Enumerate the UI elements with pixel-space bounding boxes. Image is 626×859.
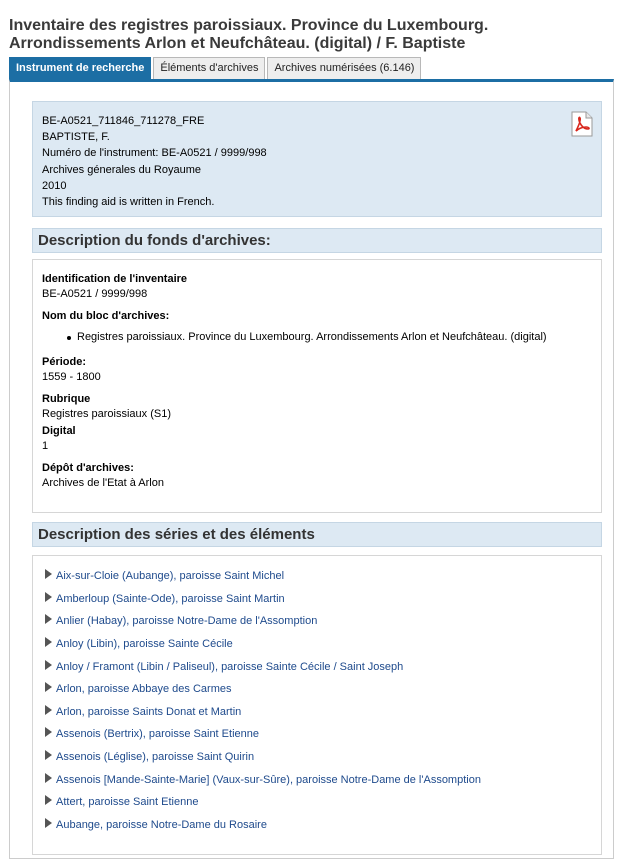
series-link[interactable]: Assenois (Léglise), paroisse Saint Quirin [56,751,255,764]
finding-aid-number: Numéro de l'instrument: BE-A0521 / 9999/998 [42,147,267,160]
series-link[interactable]: Assenois [Mande-Sainte-Marie] (Vaux-sur-Sûre), paroisse Notre-Dame de l'Assomption [56,773,481,786]
series-link[interactable]: Anloy / Framont (Libin / Paliseul), paroisse Sainte Cécile / Saint Joseph [56,660,404,673]
expand-arrow-icon[interactable] [45,750,52,760]
series-description-heading: Description des séries et des éléments [32,522,602,547]
finding-aid-year: 2010 [42,179,67,192]
series-link[interactable]: Anloy (Libin), paroisse Sainte Cécile [56,638,233,651]
tab-archives-numerisees[interactable]: Archives numérisées (6.146) [267,57,421,79]
pdf-icon[interactable] [571,111,593,137]
expand-arrow-icon[interactable] [45,592,52,602]
digital-value: 1 [42,440,49,452]
series-link[interactable]: Attert, paroisse Saint Etienne [56,796,199,809]
depot-label: Dépôt d'archives: [42,462,134,474]
tab-elements-archives[interactable]: Éléments d'archives [153,57,265,79]
finding-aid-institution: Archives génerales du Royaume [42,163,201,176]
bloc-item: Registres paroissiaux. Province du Luxembourg. Arrondissements Arlon et Neufchâteau. (digital) [77,330,592,345]
expand-arrow-icon[interactable] [45,569,52,579]
series-item[interactable] [45,678,601,701]
series-item[interactable] [45,633,601,656]
finding-aid-info [32,101,602,217]
ident-value: BE-A0521 / 9999/998 [42,288,148,300]
finding-aid-language: This finding aid is written in French. [42,196,215,209]
periode-value: 1559 - 1800 [42,371,101,383]
page-title-line-1: Inventaire des registres paroissiaux. Province du Luxembourg. [9,17,489,34]
series-item[interactable] [45,723,601,746]
fonds-description-panel [32,259,602,513]
series-item[interactable] [45,791,601,814]
tab-instrument-de-recherche[interactable]: Instrument de recherche [9,57,151,79]
expand-arrow-icon[interactable] [45,727,52,737]
series-link[interactable]: Anlier (Habay), paroisse Notre-Dame de l'Assomption [56,615,318,628]
series-link[interactable]: Aix-sur-Cloie (Aubange), paroisse Saint Michel [56,570,285,583]
bloc-label: Nom du bloc d'archives: [42,310,170,322]
page-title-line-2: Arrondissements Arlon et Neufchâteau. (digital) / F. Baptiste [9,35,466,52]
expand-arrow-icon[interactable] [45,637,52,647]
expand-arrow-icon[interactable] [45,795,52,805]
series-item[interactable] [45,814,601,837]
series-link[interactable]: Arlon, paroisse Saints Donat et Martin [56,705,242,718]
ident-label: Identification de l'inventaire [42,273,188,285]
expand-arrow-icon[interactable] [45,773,52,783]
tab-bar [9,57,423,79]
series-item[interactable] [45,565,601,588]
series-item[interactable] [45,610,601,633]
expand-arrow-icon[interactable] [45,818,52,828]
series-item[interactable] [45,655,601,678]
expand-arrow-icon[interactable] [45,660,52,670]
expand-arrow-icon[interactable] [45,682,52,692]
depot-value: Archives de l'Etat à Arlon [42,477,164,489]
fonds-description-heading: Description du fonds d'archives: [32,228,602,253]
bloc-list [42,330,592,345]
series-item[interactable] [45,701,601,724]
digital-label: Digital [42,425,76,437]
page-title [9,17,609,53]
rubrique-label: Rubrique [42,393,91,405]
rubrique-value: Registres paroissiaux (S1) [42,408,171,420]
series-item[interactable] [45,746,601,769]
series-link[interactable]: Assenois (Bertrix), paroisse Saint Etienne [56,728,259,741]
series-item[interactable] [45,768,601,791]
finding-aid-id: BE-A0521_711846_711278_FRE [42,115,205,127]
series-item[interactable] [45,588,601,611]
expand-arrow-icon[interactable] [45,705,52,715]
expand-arrow-icon[interactable] [45,614,52,624]
periode-label: Période: [42,356,87,368]
finding-aid-author: BAPTISTE, F. [42,131,110,144]
series-link[interactable]: Aubange, paroisse Notre-Dame du Rosaire [56,818,267,831]
series-link[interactable]: Arlon, paroisse Abbaye des Carmes [56,683,232,696]
series-list-panel [32,555,602,855]
series-link[interactable]: Amberloup (Sainte-Ode), paroisse Saint Martin [56,592,285,605]
